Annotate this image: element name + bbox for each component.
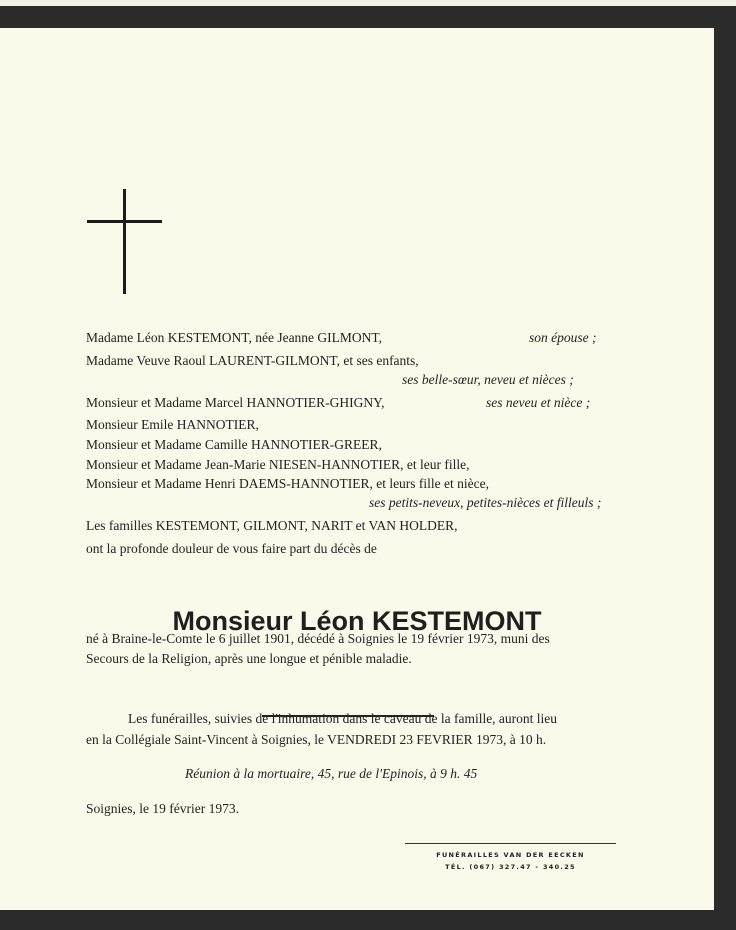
undertaker-rule: [405, 843, 616, 844]
deceased-name: Monsieur Léon KESTEMONT: [172, 606, 542, 636]
relation-sister-in-law: ses belle-sœur, neveu et nièces ;: [402, 372, 574, 387]
birth-death-line: né à Braine-le-Comte le 6 juillet 1901, décédé à Soignies le 19 février 1973, muni des: [86, 631, 550, 646]
family-line-6: Monsieur et Madame Jean-Marie NIESEN-HANNOTIER, et leur fille,: [86, 457, 470, 472]
scan-edge: [0, 0, 736, 6]
family-line-1: Madame Léon KESTEMONT, née Jeanne GILMONT,: [86, 330, 383, 345]
cross-icon: [123, 189, 126, 294]
announcement-line: ont la profonde douleur de vous faire part du décès de: [86, 541, 377, 556]
family-line-2: Madame Veuve Raoul LAURENT-GILMONT, et ses enfants,: [86, 353, 419, 368]
family-line-3: Monsieur et Madame Marcel HANNOTIER-GHIGNY,: [86, 395, 385, 410]
funeral-line-1: Les funérailles, suivies de l'inhumation dans le caveau de la famille, auront lieu: [128, 711, 558, 726]
place-date: Soignies, le 19 février 1973.: [86, 801, 239, 816]
family-line-7: Monsieur et Madame Henri DAEMS-HANNOTIER, et leurs fille et nièce,: [86, 476, 490, 491]
relation-grand-nephews: ses petits-neveux, petites-nièces et filleuls ;: [369, 495, 602, 510]
family-line-4: Monsieur Emile HANNOTIER,: [86, 417, 259, 432]
mourning-card: [0, 28, 714, 910]
religion-line: Secours de la Religion, après une longue et pénible maladie.: [86, 651, 412, 666]
family-line-8: Les familles KESTEMONT, GILMONT, NARIT et VAN HOLDER,: [86, 518, 458, 533]
undertaker-name: FUNÉRAILLES VAN DER EECKEN: [436, 851, 585, 859]
reunion-line: Réunion à la mortuaire, 45, rue de l'Epinois, à 9 h. 45: [185, 766, 478, 781]
relation-nephew-niece: ses neveu et nièce ;: [486, 395, 591, 410]
family-line-5: Monsieur et Madame Camille HANNOTIER-GREER,: [86, 437, 382, 452]
cross-icon-bar: [87, 220, 162, 223]
funeral-line-2: en la Collégiale Saint-Vincent à Soignies, le VENDREDI 23 FEVRIER 1973, à 10 h.: [86, 732, 547, 747]
relation-spouse: son épouse ;: [529, 330, 597, 345]
undertaker-phone: TÉL. (067) 327.47 - 340.25: [445, 863, 576, 871]
